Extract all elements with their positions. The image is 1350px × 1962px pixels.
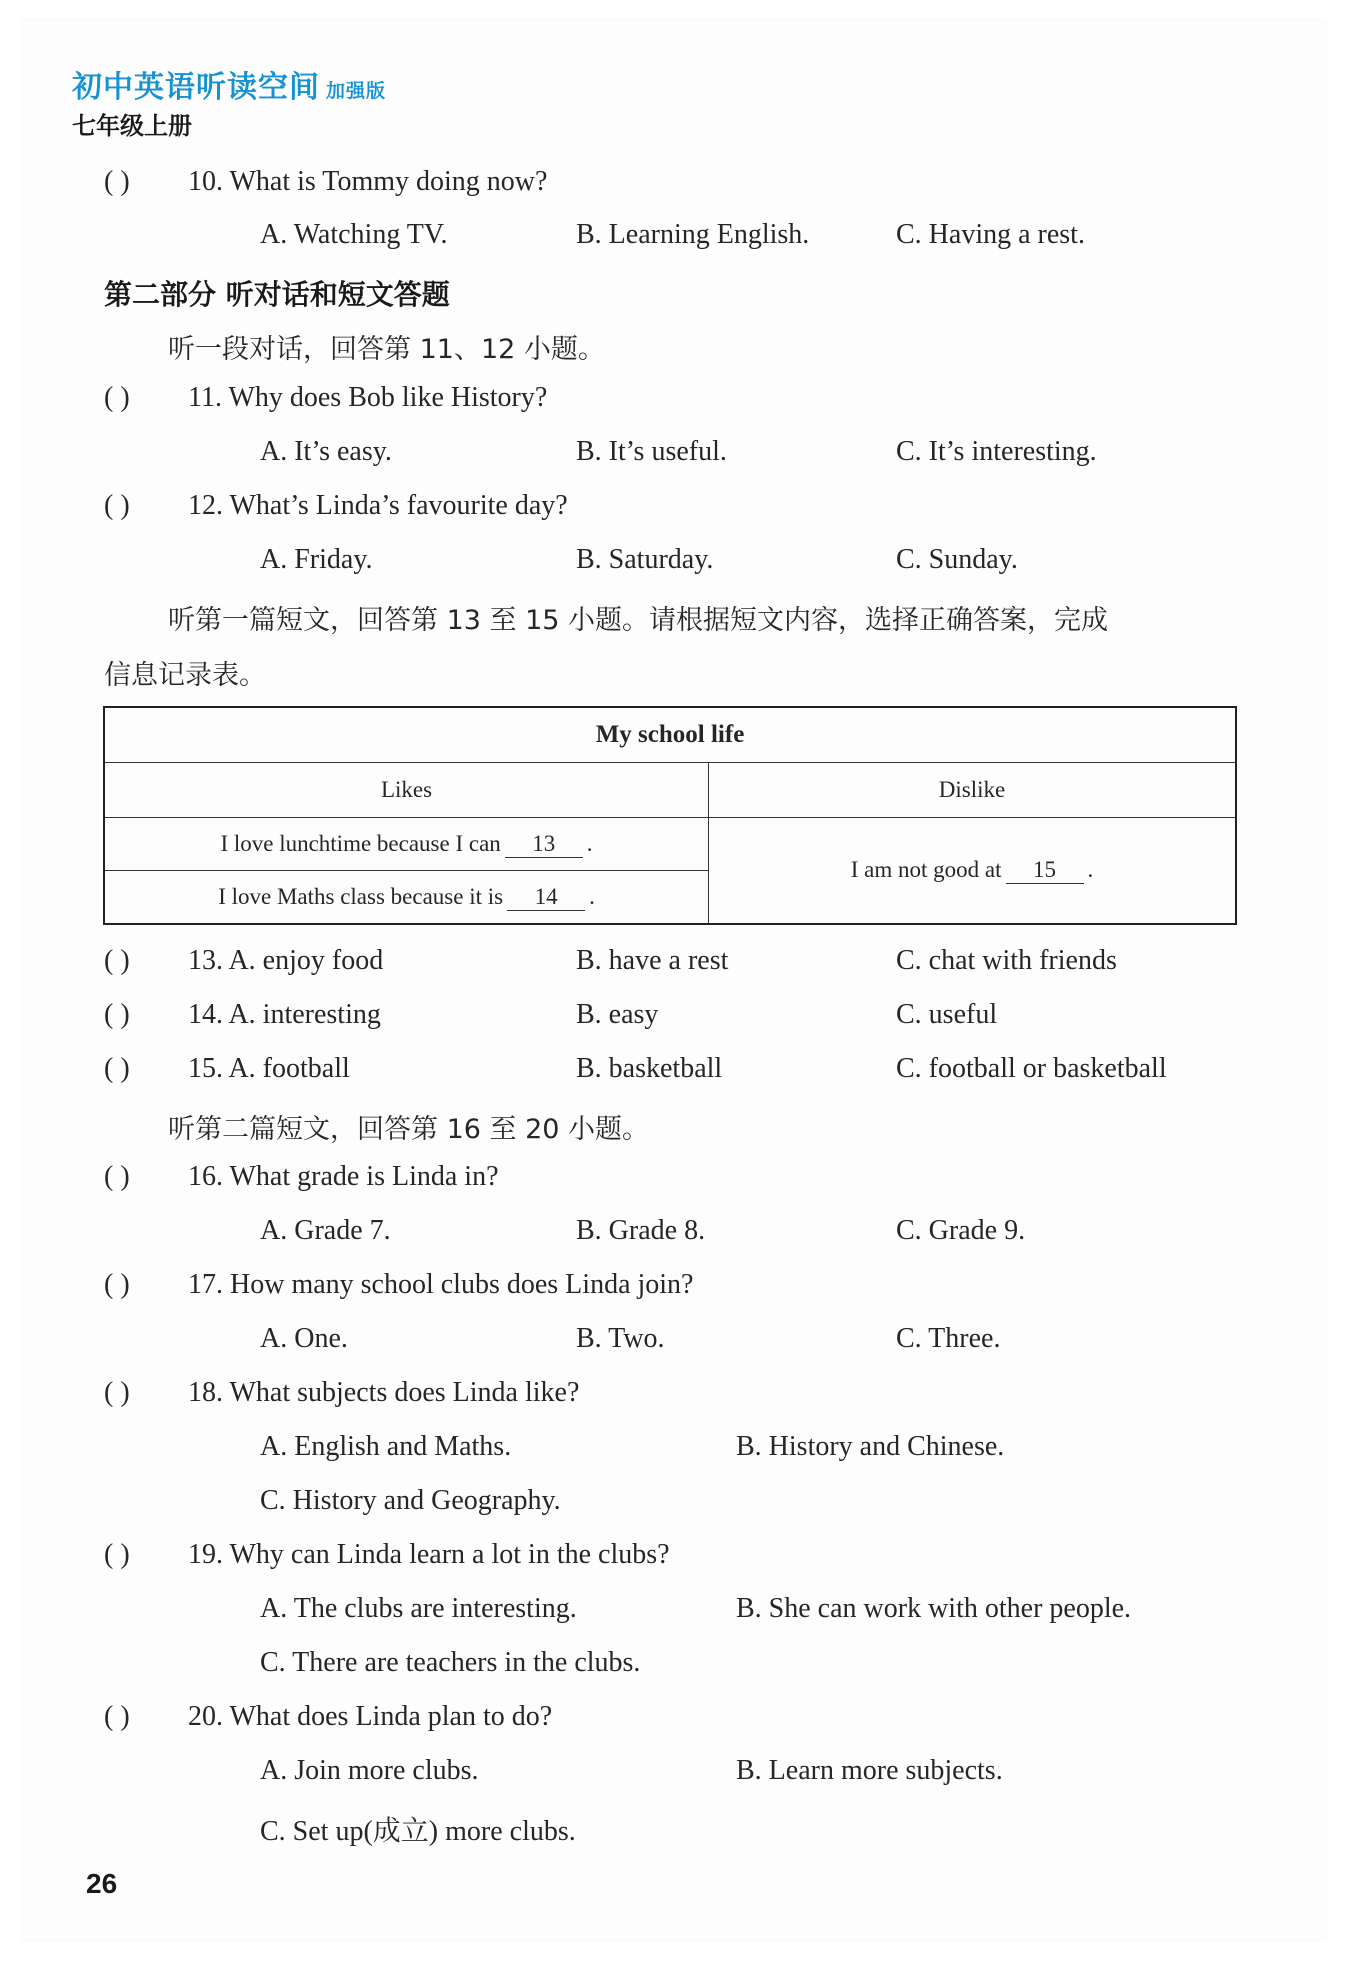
period: .: [586, 830, 593, 856]
q16-option-a: A. Grade 7.: [260, 1215, 391, 1246]
table-cell-likes-2: [104, 871, 709, 925]
q14-option-c: C. useful: [896, 999, 998, 1030]
q13-option-c: C. chat with friends: [896, 945, 1117, 976]
grade-label: 七年级上册: [72, 112, 192, 140]
q16-option-c: C. Grade 9.: [896, 1215, 1026, 1246]
question-10: 10. What is Tommy doing now?: [188, 166, 548, 197]
q10-option-a: A. Watching TV.: [260, 219, 448, 250]
dislike-text: I am not good at: [850, 857, 1002, 882]
book-title-text: 初中英语听读空间: [72, 70, 320, 105]
question-11: 11. Why does Bob like History?: [188, 382, 548, 413]
q12-option-b: B. Saturday.: [576, 544, 714, 575]
q12-option-c: C. Sunday.: [896, 544, 1018, 575]
blank-15[interactable]: 15: [1006, 857, 1084, 884]
q15-option-b: B. basketball: [576, 1053, 723, 1084]
table-header-dislike: Dislike: [709, 763, 1237, 818]
q17-option-a: A. One.: [260, 1323, 348, 1354]
section-title: 第二部分 听对话和短文答题: [104, 278, 450, 311]
answer-paren-12[interactable]: ( ): [104, 490, 130, 521]
q12-option-a: A. Friday.: [260, 544, 373, 575]
q10-option-b: B. Learning English.: [576, 219, 810, 250]
question-12: 12. What’s Linda’s favourite day?: [188, 490, 568, 521]
instruction-3: 听第二篇短文，回答第 16 至 20 小题。: [168, 1114, 650, 1145]
question-18: 18. What subjects does Linda like?: [188, 1377, 580, 1408]
q10-option-c: C. Having a rest.: [896, 219, 1085, 250]
q17-option-b: B. Two.: [576, 1323, 665, 1354]
q14-option-b: B. easy: [576, 999, 659, 1030]
question-16: 16. What grade is Linda in?: [188, 1161, 499, 1192]
table-header-likes: Likes: [104, 763, 709, 818]
answer-paren-10[interactable]: ( ): [104, 166, 130, 197]
q13-option-b: B. have a rest: [576, 945, 729, 976]
table-cell-dislike: [709, 818, 1237, 925]
q11-option-b: B. It’s useful.: [576, 436, 727, 467]
blank-14[interactable]: 14: [507, 884, 585, 911]
q19-option-c: C. There are teachers in the clubs.: [260, 1647, 641, 1678]
answer-paren-16[interactable]: ( ): [104, 1161, 130, 1192]
question-17: 17. How many school clubs does Linda join?: [188, 1269, 694, 1300]
q19-option-b: B. She can work with other people.: [736, 1593, 1132, 1624]
q20-option-b: B. Learn more subjects.: [736, 1755, 1003, 1786]
answer-paren-14[interactable]: ( ): [104, 999, 130, 1030]
q11-option-c: C. It’s interesting.: [896, 436, 1097, 467]
table-title: My school life: [104, 707, 1236, 763]
q19-option-a: A. The clubs are interesting.: [260, 1593, 577, 1624]
q16-option-b: B. Grade 8.: [576, 1215, 706, 1246]
q18-option-a: A. English and Maths.: [260, 1431, 512, 1462]
info-table: [103, 706, 1237, 925]
question-13: 13. A. enjoy food: [188, 945, 384, 976]
q11-option-a: A. It’s easy.: [260, 436, 392, 467]
answer-paren-15[interactable]: ( ): [104, 1053, 130, 1084]
likes-1-text: I love lunchtime because I can: [220, 830, 501, 856]
q18-option-b: B. History and Chinese.: [736, 1431, 1005, 1462]
question-15: 15. A. football: [188, 1053, 350, 1084]
question-19: 19. Why can Linda learn a lot in the clubs?: [188, 1539, 670, 1570]
answer-paren-20[interactable]: ( ): [104, 1701, 130, 1732]
likes-2-text: I love Maths class because it is: [218, 883, 504, 909]
book-edition: 加强版: [326, 80, 387, 102]
answer-paren-18[interactable]: ( ): [104, 1377, 130, 1408]
blank-13[interactable]: 13: [505, 831, 583, 858]
q15-option-c: C. football or basketball: [896, 1053, 1167, 1084]
period: .: [1087, 857, 1094, 882]
q20-option-a: A. Join more clubs.: [260, 1755, 479, 1786]
table-cell-likes-1: [104, 818, 709, 871]
instruction-1: 听一段对话，回答第 11、12 小题。: [168, 334, 605, 365]
period: .: [589, 883, 595, 909]
answer-paren-19[interactable]: ( ): [104, 1539, 130, 1570]
instruction-2-line1: 听第一篇短文，回答第 13 至 15 小题。请根据短文内容，选择正确答案，完成: [168, 605, 1109, 636]
book-title: [72, 62, 386, 106]
page-number: 26: [86, 1868, 118, 1899]
instruction-2-line2: 信息记录表。: [104, 660, 266, 691]
answer-paren-11[interactable]: ( ): [104, 382, 130, 413]
answer-paren-17[interactable]: ( ): [104, 1269, 130, 1300]
question-14: 14. A. interesting: [188, 999, 381, 1030]
q17-option-c: C. Three.: [896, 1323, 1001, 1354]
q20-option-c: C. Set up(成立) more clubs.: [260, 1816, 576, 1847]
answer-paren-13[interactable]: ( ): [104, 945, 130, 976]
question-20: 20. What does Linda plan to do?: [188, 1701, 553, 1732]
q18-option-c: C. History and Geography.: [260, 1485, 561, 1516]
